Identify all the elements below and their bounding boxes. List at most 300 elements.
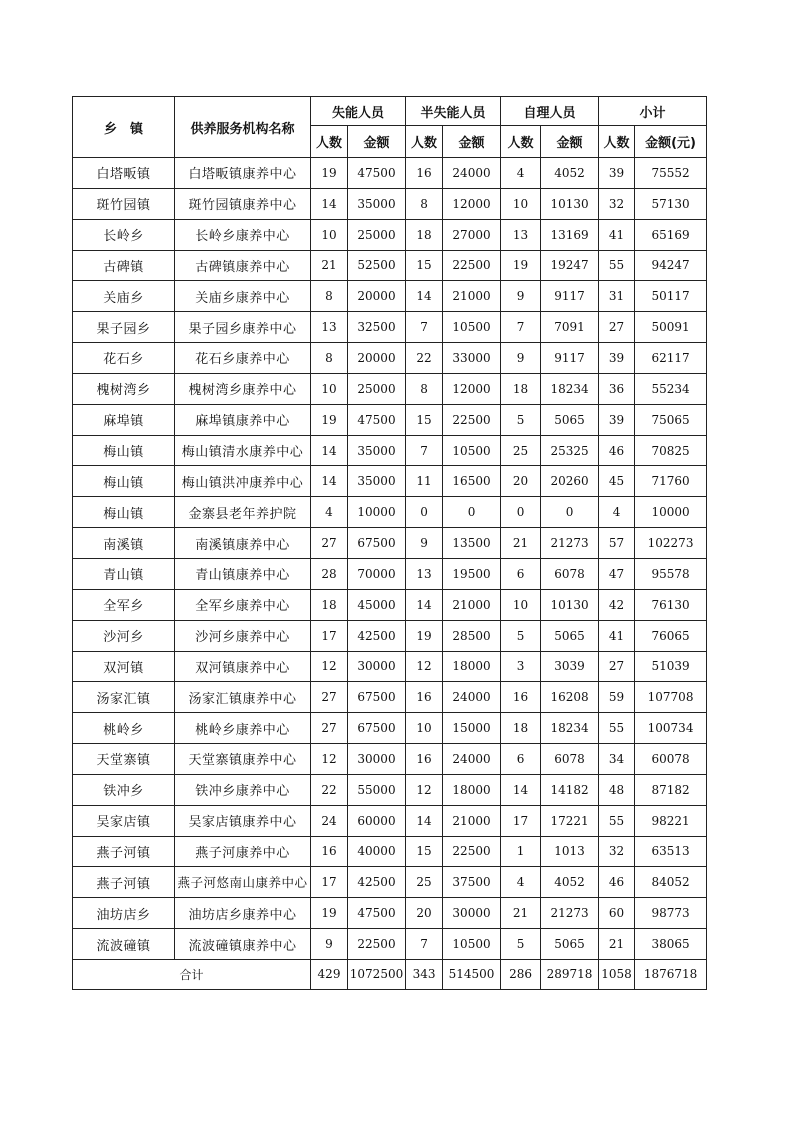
semi-count-cell: 7 bbox=[406, 435, 443, 466]
subsidy-table bbox=[72, 96, 707, 990]
self-count-cell: 7 bbox=[501, 312, 541, 343]
disabled-amount-cell: 42500 bbox=[348, 620, 406, 651]
disabled-count-cell: 12 bbox=[311, 651, 348, 682]
disabled-amount-cell: 35000 bbox=[348, 466, 406, 497]
semi-amount-cell: 21000 bbox=[443, 589, 501, 620]
town-cell: 斑竹园镇 bbox=[73, 188, 175, 219]
self-count-cell: 21 bbox=[501, 528, 541, 559]
disabled-count-cell: 22 bbox=[311, 774, 348, 805]
subtotal-amount-cell: 71760 bbox=[635, 466, 707, 497]
header-amount: 金额 bbox=[541, 126, 599, 158]
semi-amount-cell: 18000 bbox=[443, 651, 501, 682]
subtotal-count-cell: 42 bbox=[599, 589, 635, 620]
institution-cell: 沙河乡康养中心 bbox=[175, 620, 311, 651]
self-count-cell: 5 bbox=[501, 404, 541, 435]
institution-cell: 长岭乡康养中心 bbox=[175, 219, 311, 250]
institution-cell: 果子园乡康养中心 bbox=[175, 312, 311, 343]
self-count-cell: 6 bbox=[501, 744, 541, 775]
disabled-amount-cell: 40000 bbox=[348, 836, 406, 867]
total-cell: 289718 bbox=[541, 959, 599, 989]
semi-amount-cell: 12000 bbox=[443, 373, 501, 404]
total-label: 合计 bbox=[73, 959, 311, 989]
table-row bbox=[73, 744, 707, 775]
disabled-amount-cell: 20000 bbox=[348, 281, 406, 312]
self-amount-cell: 25325 bbox=[541, 435, 599, 466]
self-amount-cell: 1013 bbox=[541, 836, 599, 867]
disabled-count-cell: 12 bbox=[311, 744, 348, 775]
semi-amount-cell: 24000 bbox=[443, 158, 501, 189]
subtotal-amount-cell: 75065 bbox=[635, 404, 707, 435]
town-cell: 燕子河镇 bbox=[73, 867, 175, 898]
semi-amount-cell: 10500 bbox=[443, 929, 501, 960]
semi-count-cell: 0 bbox=[406, 497, 443, 528]
town-cell: 花石乡 bbox=[73, 343, 175, 374]
self-amount-cell: 18234 bbox=[541, 373, 599, 404]
subtotal-count-cell: 45 bbox=[599, 466, 635, 497]
town-cell: 关庙乡 bbox=[73, 281, 175, 312]
subtotal-amount-cell: 98221 bbox=[635, 805, 707, 836]
semi-count-cell: 11 bbox=[406, 466, 443, 497]
self-count-cell: 17 bbox=[501, 805, 541, 836]
table-body bbox=[73, 158, 707, 960]
town-cell: 槐树湾乡 bbox=[73, 373, 175, 404]
subtotal-amount-cell: 76065 bbox=[635, 620, 707, 651]
semi-amount-cell: 22500 bbox=[443, 404, 501, 435]
header-amount: 金额 bbox=[348, 126, 406, 158]
self-count-cell: 20 bbox=[501, 466, 541, 497]
semi-count-cell: 16 bbox=[406, 744, 443, 775]
subtotal-amount-cell: 98773 bbox=[635, 898, 707, 929]
disabled-amount-cell: 35000 bbox=[348, 188, 406, 219]
institution-cell: 金寨县老年养护院 bbox=[175, 497, 311, 528]
semi-amount-cell: 33000 bbox=[443, 343, 501, 374]
subtotal-count-cell: 46 bbox=[599, 867, 635, 898]
semi-count-cell: 20 bbox=[406, 898, 443, 929]
total-cell: 429 bbox=[311, 959, 348, 989]
self-amount-cell: 10130 bbox=[541, 589, 599, 620]
institution-cell: 油坊店乡康养中心 bbox=[175, 898, 311, 929]
self-amount-cell: 6078 bbox=[541, 558, 599, 589]
subtotal-count-cell: 27 bbox=[599, 651, 635, 682]
institution-cell: 斑竹园镇康养中心 bbox=[175, 188, 311, 219]
self-amount-cell: 20260 bbox=[541, 466, 599, 497]
town-cell: 青山镇 bbox=[73, 558, 175, 589]
subtotal-count-cell: 55 bbox=[599, 250, 635, 281]
self-count-cell: 25 bbox=[501, 435, 541, 466]
subtotal-amount-cell: 94247 bbox=[635, 250, 707, 281]
disabled-count-cell: 18 bbox=[311, 589, 348, 620]
table-row bbox=[73, 836, 707, 867]
self-count-cell: 5 bbox=[501, 929, 541, 960]
institution-cell: 关庙乡康养中心 bbox=[175, 281, 311, 312]
institution-cell: 全军乡康养中心 bbox=[175, 589, 311, 620]
institution-cell: 吴家店镇康养中心 bbox=[175, 805, 311, 836]
self-amount-cell: 5065 bbox=[541, 404, 599, 435]
self-amount-cell: 5065 bbox=[541, 929, 599, 960]
disabled-count-cell: 9 bbox=[311, 929, 348, 960]
table-row bbox=[73, 774, 707, 805]
disabled-count-cell: 13 bbox=[311, 312, 348, 343]
subtotal-amount-cell: 62117 bbox=[635, 343, 707, 374]
semi-count-cell: 19 bbox=[406, 620, 443, 651]
table-row bbox=[73, 435, 707, 466]
subtotal-amount-cell: 10000 bbox=[635, 497, 707, 528]
disabled-count-cell: 21 bbox=[311, 250, 348, 281]
disabled-count-cell: 27 bbox=[311, 528, 348, 559]
institution-cell: 麻埠镇康养中心 bbox=[175, 404, 311, 435]
disabled-amount-cell: 47500 bbox=[348, 404, 406, 435]
subtotal-count-cell: 32 bbox=[599, 836, 635, 867]
disabled-amount-cell: 22500 bbox=[348, 929, 406, 960]
header-group-semi-disabled: 半失能人员 bbox=[406, 97, 501, 126]
table-row bbox=[73, 250, 707, 281]
semi-count-cell: 15 bbox=[406, 404, 443, 435]
semi-amount-cell: 37500 bbox=[443, 867, 501, 898]
table-row bbox=[73, 898, 707, 929]
disabled-amount-cell: 47500 bbox=[348, 158, 406, 189]
table-row bbox=[73, 805, 707, 836]
self-count-cell: 9 bbox=[501, 343, 541, 374]
town-cell: 双河镇 bbox=[73, 651, 175, 682]
disabled-amount-cell: 55000 bbox=[348, 774, 406, 805]
disabled-count-cell: 4 bbox=[311, 497, 348, 528]
town-cell: 长岭乡 bbox=[73, 219, 175, 250]
town-cell: 沙河乡 bbox=[73, 620, 175, 651]
disabled-count-cell: 24 bbox=[311, 805, 348, 836]
self-count-cell: 13 bbox=[501, 219, 541, 250]
self-amount-cell: 16208 bbox=[541, 682, 599, 713]
subtotal-count-cell: 55 bbox=[599, 713, 635, 744]
total-cell: 1876718 bbox=[635, 959, 707, 989]
disabled-count-cell: 19 bbox=[311, 898, 348, 929]
header-group-disabled: 失能人员 bbox=[311, 97, 406, 126]
self-count-cell: 14 bbox=[501, 774, 541, 805]
disabled-count-cell: 19 bbox=[311, 404, 348, 435]
subtotal-count-cell: 21 bbox=[599, 929, 635, 960]
disabled-amount-cell: 25000 bbox=[348, 373, 406, 404]
total-cell: 1058 bbox=[599, 959, 635, 989]
table-row bbox=[73, 558, 707, 589]
total-cell: 343 bbox=[406, 959, 443, 989]
disabled-amount-cell: 32500 bbox=[348, 312, 406, 343]
header-count: 人数 bbox=[501, 126, 541, 158]
town-cell: 全军乡 bbox=[73, 589, 175, 620]
subtotal-count-cell: 34 bbox=[599, 744, 635, 775]
town-cell: 铁冲乡 bbox=[73, 774, 175, 805]
table-row bbox=[73, 929, 707, 960]
header-count: 人数 bbox=[311, 126, 348, 158]
semi-count-cell: 9 bbox=[406, 528, 443, 559]
town-cell: 麻埠镇 bbox=[73, 404, 175, 435]
self-amount-cell: 9117 bbox=[541, 343, 599, 374]
disabled-amount-cell: 20000 bbox=[348, 343, 406, 374]
semi-amount-cell: 0 bbox=[443, 497, 501, 528]
self-count-cell: 19 bbox=[501, 250, 541, 281]
town-cell: 南溪镇 bbox=[73, 528, 175, 559]
institution-cell: 双河镇康养中心 bbox=[175, 651, 311, 682]
subtotal-amount-cell: 84052 bbox=[635, 867, 707, 898]
self-count-cell: 9 bbox=[501, 281, 541, 312]
subtotal-amount-cell: 107708 bbox=[635, 682, 707, 713]
subtotal-amount-cell: 60078 bbox=[635, 744, 707, 775]
self-amount-cell: 4052 bbox=[541, 158, 599, 189]
subtotal-amount-cell: 75552 bbox=[635, 158, 707, 189]
town-cell: 果子园乡 bbox=[73, 312, 175, 343]
disabled-amount-cell: 10000 bbox=[348, 497, 406, 528]
header-amount: 金额 bbox=[443, 126, 501, 158]
subtotal-amount-cell: 57130 bbox=[635, 188, 707, 219]
semi-amount-cell: 27000 bbox=[443, 219, 501, 250]
table-row bbox=[73, 466, 707, 497]
semi-count-cell: 13 bbox=[406, 558, 443, 589]
table-row bbox=[73, 682, 707, 713]
semi-count-cell: 15 bbox=[406, 250, 443, 281]
semi-count-cell: 16 bbox=[406, 682, 443, 713]
subtotal-count-cell: 46 bbox=[599, 435, 635, 466]
disabled-amount-cell: 47500 bbox=[348, 898, 406, 929]
institution-cell: 燕子河康养中心 bbox=[175, 836, 311, 867]
disabled-amount-cell: 30000 bbox=[348, 651, 406, 682]
total-cell: 1072500 bbox=[348, 959, 406, 989]
semi-amount-cell: 24000 bbox=[443, 682, 501, 713]
self-amount-cell: 18234 bbox=[541, 713, 599, 744]
self-amount-cell: 10130 bbox=[541, 188, 599, 219]
self-amount-cell: 5065 bbox=[541, 620, 599, 651]
subtotal-amount-cell: 100734 bbox=[635, 713, 707, 744]
table-row bbox=[73, 373, 707, 404]
town-cell: 流波䃥镇 bbox=[73, 929, 175, 960]
town-cell: 古碑镇 bbox=[73, 250, 175, 281]
disabled-amount-cell: 67500 bbox=[348, 528, 406, 559]
town-cell: 汤家汇镇 bbox=[73, 682, 175, 713]
semi-count-cell: 7 bbox=[406, 929, 443, 960]
disabled-amount-cell: 70000 bbox=[348, 558, 406, 589]
self-count-cell: 10 bbox=[501, 589, 541, 620]
disabled-count-cell: 27 bbox=[311, 682, 348, 713]
self-count-cell: 18 bbox=[501, 373, 541, 404]
semi-count-cell: 8 bbox=[406, 373, 443, 404]
subtotal-count-cell: 41 bbox=[599, 620, 635, 651]
self-count-cell: 16 bbox=[501, 682, 541, 713]
semi-count-cell: 7 bbox=[406, 312, 443, 343]
self-amount-cell: 7091 bbox=[541, 312, 599, 343]
header-institution: 供养服务机构名称 bbox=[175, 97, 311, 158]
disabled-amount-cell: 42500 bbox=[348, 867, 406, 898]
total-cell: 514500 bbox=[443, 959, 501, 989]
semi-count-cell: 16 bbox=[406, 158, 443, 189]
subtotal-count-cell: 32 bbox=[599, 188, 635, 219]
town-cell: 油坊店乡 bbox=[73, 898, 175, 929]
disabled-amount-cell: 52500 bbox=[348, 250, 406, 281]
disabled-count-cell: 17 bbox=[311, 620, 348, 651]
self-amount-cell: 21273 bbox=[541, 528, 599, 559]
disabled-amount-cell: 60000 bbox=[348, 805, 406, 836]
self-count-cell: 4 bbox=[501, 158, 541, 189]
header-group-self-care: 自理人员 bbox=[501, 97, 599, 126]
table-row bbox=[73, 281, 707, 312]
semi-count-cell: 25 bbox=[406, 867, 443, 898]
semi-count-cell: 12 bbox=[406, 651, 443, 682]
self-amount-cell: 17221 bbox=[541, 805, 599, 836]
self-count-cell: 5 bbox=[501, 620, 541, 651]
disabled-count-cell: 28 bbox=[311, 558, 348, 589]
institution-cell: 梅山镇洪冲康养中心 bbox=[175, 466, 311, 497]
semi-count-cell: 18 bbox=[406, 219, 443, 250]
subtotal-amount-cell: 76130 bbox=[635, 589, 707, 620]
header-count: 人数 bbox=[599, 126, 635, 158]
semi-amount-cell: 10500 bbox=[443, 435, 501, 466]
disabled-count-cell: 17 bbox=[311, 867, 348, 898]
institution-cell: 槐树湾乡康养中心 bbox=[175, 373, 311, 404]
semi-count-cell: 15 bbox=[406, 836, 443, 867]
table-row bbox=[73, 528, 707, 559]
self-count-cell: 0 bbox=[501, 497, 541, 528]
semi-count-cell: 8 bbox=[406, 188, 443, 219]
subtotal-count-cell: 27 bbox=[599, 312, 635, 343]
semi-amount-cell: 18000 bbox=[443, 774, 501, 805]
header-amount-yuan: 金额(元) bbox=[635, 126, 707, 158]
subtotal-amount-cell: 55234 bbox=[635, 373, 707, 404]
town-cell: 天堂寨镇 bbox=[73, 744, 175, 775]
self-count-cell: 21 bbox=[501, 898, 541, 929]
semi-amount-cell: 10500 bbox=[443, 312, 501, 343]
town-cell: 燕子河镇 bbox=[73, 836, 175, 867]
subtotal-amount-cell: 50091 bbox=[635, 312, 707, 343]
town-cell: 桃岭乡 bbox=[73, 713, 175, 744]
disabled-count-cell: 10 bbox=[311, 373, 348, 404]
institution-cell: 梅山镇清水康养中心 bbox=[175, 435, 311, 466]
semi-count-cell: 14 bbox=[406, 281, 443, 312]
table-row bbox=[73, 343, 707, 374]
total-cell: 286 bbox=[501, 959, 541, 989]
semi-amount-cell: 13500 bbox=[443, 528, 501, 559]
town-cell: 梅山镇 bbox=[73, 466, 175, 497]
self-count-cell: 1 bbox=[501, 836, 541, 867]
subtotal-amount-cell: 63513 bbox=[635, 836, 707, 867]
subtotal-count-cell: 39 bbox=[599, 404, 635, 435]
table-row bbox=[73, 404, 707, 435]
table-row bbox=[73, 188, 707, 219]
semi-count-cell: 10 bbox=[406, 713, 443, 744]
institution-cell: 燕子河悠南山康养中心 bbox=[175, 867, 311, 898]
disabled-count-cell: 10 bbox=[311, 219, 348, 250]
semi-count-cell: 22 bbox=[406, 343, 443, 374]
subtotal-amount-cell: 38065 bbox=[635, 929, 707, 960]
header-town: 乡 镇 bbox=[73, 97, 175, 158]
semi-amount-cell: 15000 bbox=[443, 713, 501, 744]
self-amount-cell: 13169 bbox=[541, 219, 599, 250]
institution-cell: 古碑镇康养中心 bbox=[175, 250, 311, 281]
self-amount-cell: 3039 bbox=[541, 651, 599, 682]
table-row bbox=[73, 713, 707, 744]
semi-amount-cell: 19500 bbox=[443, 558, 501, 589]
subtotal-amount-cell: 70825 bbox=[635, 435, 707, 466]
town-cell: 白塔畈镇 bbox=[73, 158, 175, 189]
disabled-amount-cell: 35000 bbox=[348, 435, 406, 466]
disabled-count-cell: 14 bbox=[311, 435, 348, 466]
semi-amount-cell: 22500 bbox=[443, 250, 501, 281]
subtotal-count-cell: 57 bbox=[599, 528, 635, 559]
total-row bbox=[73, 959, 707, 989]
disabled-count-cell: 19 bbox=[311, 158, 348, 189]
disabled-amount-cell: 67500 bbox=[348, 682, 406, 713]
subtotal-count-cell: 4 bbox=[599, 497, 635, 528]
subtotal-count-cell: 41 bbox=[599, 219, 635, 250]
subtotal-amount-cell: 102273 bbox=[635, 528, 707, 559]
header-count: 人数 bbox=[406, 126, 443, 158]
disabled-count-cell: 14 bbox=[311, 466, 348, 497]
table-row bbox=[73, 620, 707, 651]
semi-amount-cell: 24000 bbox=[443, 744, 501, 775]
disabled-count-cell: 16 bbox=[311, 836, 348, 867]
subtotal-amount-cell: 95578 bbox=[635, 558, 707, 589]
disabled-count-cell: 8 bbox=[311, 343, 348, 374]
table-row bbox=[73, 867, 707, 898]
subtotal-amount-cell: 65169 bbox=[635, 219, 707, 250]
table-row bbox=[73, 497, 707, 528]
self-amount-cell: 6078 bbox=[541, 744, 599, 775]
table-row bbox=[73, 589, 707, 620]
table-row bbox=[73, 158, 707, 189]
self-amount-cell: 4052 bbox=[541, 867, 599, 898]
self-count-cell: 6 bbox=[501, 558, 541, 589]
disabled-amount-cell: 30000 bbox=[348, 744, 406, 775]
semi-amount-cell: 30000 bbox=[443, 898, 501, 929]
self-count-cell: 10 bbox=[501, 188, 541, 219]
subtotal-count-cell: 59 bbox=[599, 682, 635, 713]
table-row bbox=[73, 312, 707, 343]
disabled-count-cell: 8 bbox=[311, 281, 348, 312]
semi-amount-cell: 12000 bbox=[443, 188, 501, 219]
town-cell: 吴家店镇 bbox=[73, 805, 175, 836]
semi-amount-cell: 21000 bbox=[443, 805, 501, 836]
subtotal-amount-cell: 87182 bbox=[635, 774, 707, 805]
institution-cell: 流波䃥镇康养中心 bbox=[175, 929, 311, 960]
semi-amount-cell: 16500 bbox=[443, 466, 501, 497]
institution-cell: 铁冲乡康养中心 bbox=[175, 774, 311, 805]
institution-cell: 桃岭乡康养中心 bbox=[175, 713, 311, 744]
disabled-amount-cell: 25000 bbox=[348, 219, 406, 250]
self-count-cell: 4 bbox=[501, 867, 541, 898]
institution-cell: 花石乡康养中心 bbox=[175, 343, 311, 374]
disabled-count-cell: 27 bbox=[311, 713, 348, 744]
institution-cell: 汤家汇镇康养中心 bbox=[175, 682, 311, 713]
subtotal-amount-cell: 50117 bbox=[635, 281, 707, 312]
subtotal-count-cell: 36 bbox=[599, 373, 635, 404]
semi-count-cell: 14 bbox=[406, 805, 443, 836]
table-row bbox=[73, 651, 707, 682]
institution-cell: 青山镇康养中心 bbox=[175, 558, 311, 589]
table-row bbox=[73, 219, 707, 250]
subtotal-count-cell: 48 bbox=[599, 774, 635, 805]
semi-amount-cell: 28500 bbox=[443, 620, 501, 651]
institution-cell: 白塔畈镇康养中心 bbox=[175, 158, 311, 189]
town-cell: 梅山镇 bbox=[73, 435, 175, 466]
institution-cell: 南溪镇康养中心 bbox=[175, 528, 311, 559]
disabled-amount-cell: 67500 bbox=[348, 713, 406, 744]
subtotal-count-cell: 39 bbox=[599, 158, 635, 189]
subtotal-amount-cell: 51039 bbox=[635, 651, 707, 682]
disabled-amount-cell: 45000 bbox=[348, 589, 406, 620]
semi-amount-cell: 22500 bbox=[443, 836, 501, 867]
self-amount-cell: 14182 bbox=[541, 774, 599, 805]
disabled-count-cell: 14 bbox=[311, 188, 348, 219]
town-cell: 梅山镇 bbox=[73, 497, 175, 528]
semi-count-cell: 12 bbox=[406, 774, 443, 805]
institution-cell: 天堂寨镇康养中心 bbox=[175, 744, 311, 775]
subtotal-count-cell: 31 bbox=[599, 281, 635, 312]
self-amount-cell: 21273 bbox=[541, 898, 599, 929]
